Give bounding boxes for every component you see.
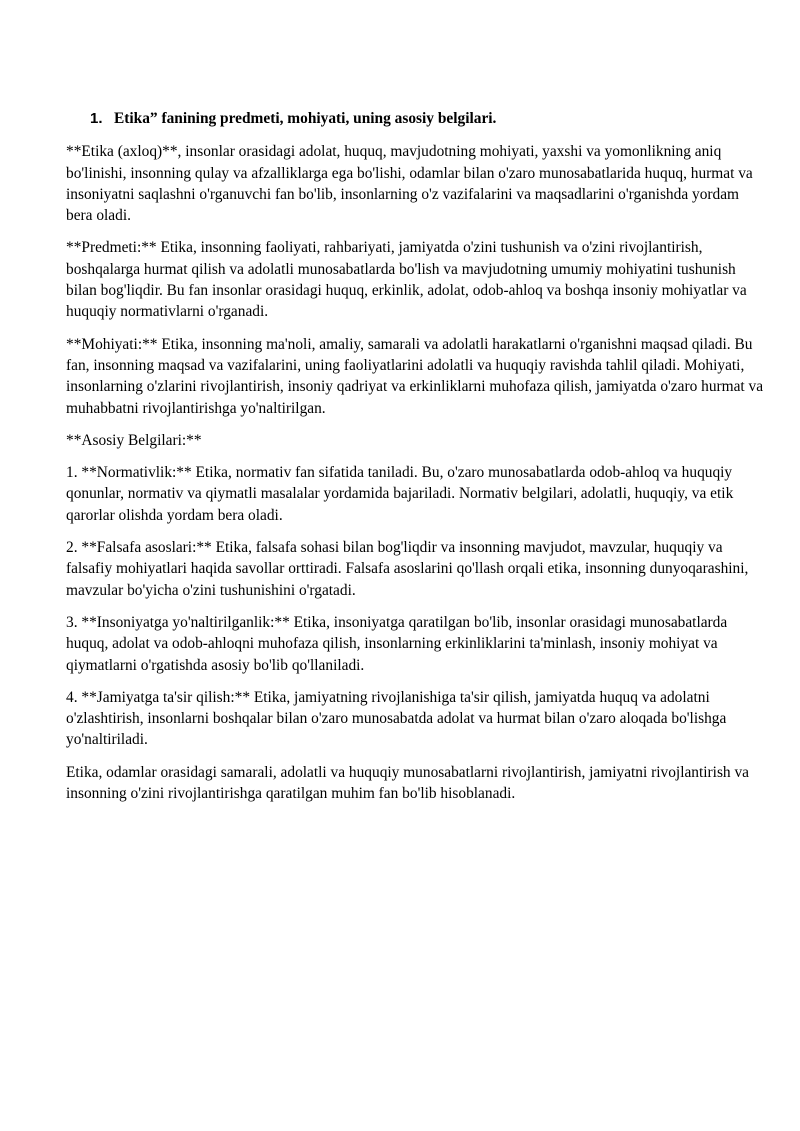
paragraph-definition: **Etika (axloq)**, insonlar orasidagi adolat, huquq, mavjudotning mohiyati, yaxshi va yomonlikning aniq bo'linishi, insonning qulay va afzalliklarga ega bo'lishi, odamlar bilan o'zaro munosabatlarida huquq, hurmat va insoniyatni saqlashni o'rganuvchi fan bo'lib, insonlarning o'z vazifalarini va maqsadlarini o'rganishda yordam bera oladi. xyxy=(66,143,753,225)
paragraph-feature-normativity: 1. **Normativlik:** Etika, normativ fan sifatida taniladi. Bu, o'zaro munosabatlarda odob-ahloq va huquqiy qonunlar, normativ va qiymatli masalalar yordamida bajariladi. Normativ belgilari, adolatli, huquqiy, va etik qarorlar olishda yordam bera oladi. xyxy=(66,464,734,524)
section-heading xyxy=(90,108,766,129)
document-page xyxy=(66,108,766,815)
paragraph-essence: **Mohiyati:** Etika, insonning ma'noli, amaliy, samarali va adolatli harakatlarni o'rganishni maqsad qiladi. Bu fan, insonning maqsad va vazifalarini, uning faoliyatlarini adolatli va huquqiy ravishda tahlil qiladi. Mohiyati, insonlarning o'zlarini rivojlantirish, insoniy qadriyat va erkinliklarni muhofaza qilish, jamiyatda o'zaro hurmat va muhabbatni rivojlantirishga yo'naltirilgan. xyxy=(66,335,764,417)
paragraph-conclusion: Etika, odamlar orasidagi samarali, adolatli va huquqiy munosabatlarni rivojlantirish, jamiyatni rivojlantirish va insonning o'zini rivojlantirishga qaratilgan muhim fan bo'lib hisoblanadi. xyxy=(66,763,750,803)
heading-number: 1. xyxy=(90,110,103,127)
paragraph-feature-society: 4. **Jamiyatga ta'sir qilish:** Etika, jamiyatning rivojlanishiga ta'sir qilish, jamiyatda huquq va adolatni o'zlashtirish, insonlarni boshqalar bilan o'zaro munosabatda adolat va hurmat bilan o'zaro aloqada bo'lishga yo'naltiriladi. xyxy=(66,688,727,749)
paragraph-feature-philosophy: 2. **Falsafa asoslari:** Etika, falsafa sohasi bilan bog'liqdir va insonning mavjudot, mavzular, huquqiy va falsafiy mohiyatlari haqida savollar orttiradi. Falsafa asoslarini qo'llash orqali etika, insonning dunyoqarashini, mavzular bo'yicha o'zini tushunishini o'rgatadi. xyxy=(66,539,749,599)
heading-text: Etika” fanining predmeti, mohiyati, uning asosiy belgilari. xyxy=(114,110,497,127)
paragraph-main-features-title: **Asosiy Belgilari:** xyxy=(66,431,202,449)
paragraph-feature-humanity: 3. **Insoniyatga yo'naltirilganlik:** Etika, insoniyatga qaratilgan bo'lib, insonlar orasidagi munosabatlarda huquq, adolat va odob-ahloqni muhofaza qilish, insonlarning erkinliklarini ta'minlash, insoniy mohiyat va qiymatlarni o'rgatishda asosiy bo'lib qo'llaniladi. xyxy=(66,613,728,674)
paragraph-subject: **Predmeti:** Etika, insonning faoliyati, rahbariyati, jamiyatda o'zini tushunish va o'zini rivojlantirish, boshqalarga hurmat qilish va adolatli munosabatlarda bo'lish va mavjudotning umumiy mohiyatini tushunish bilan bog'liqdir. Bu fan insonlar orasidagi huquq, erkinlik, adolat, odob-ahloq va boshqa insoniy mohiyatlar va huquqiy normativlarni o'rganadi. xyxy=(66,239,747,321)
